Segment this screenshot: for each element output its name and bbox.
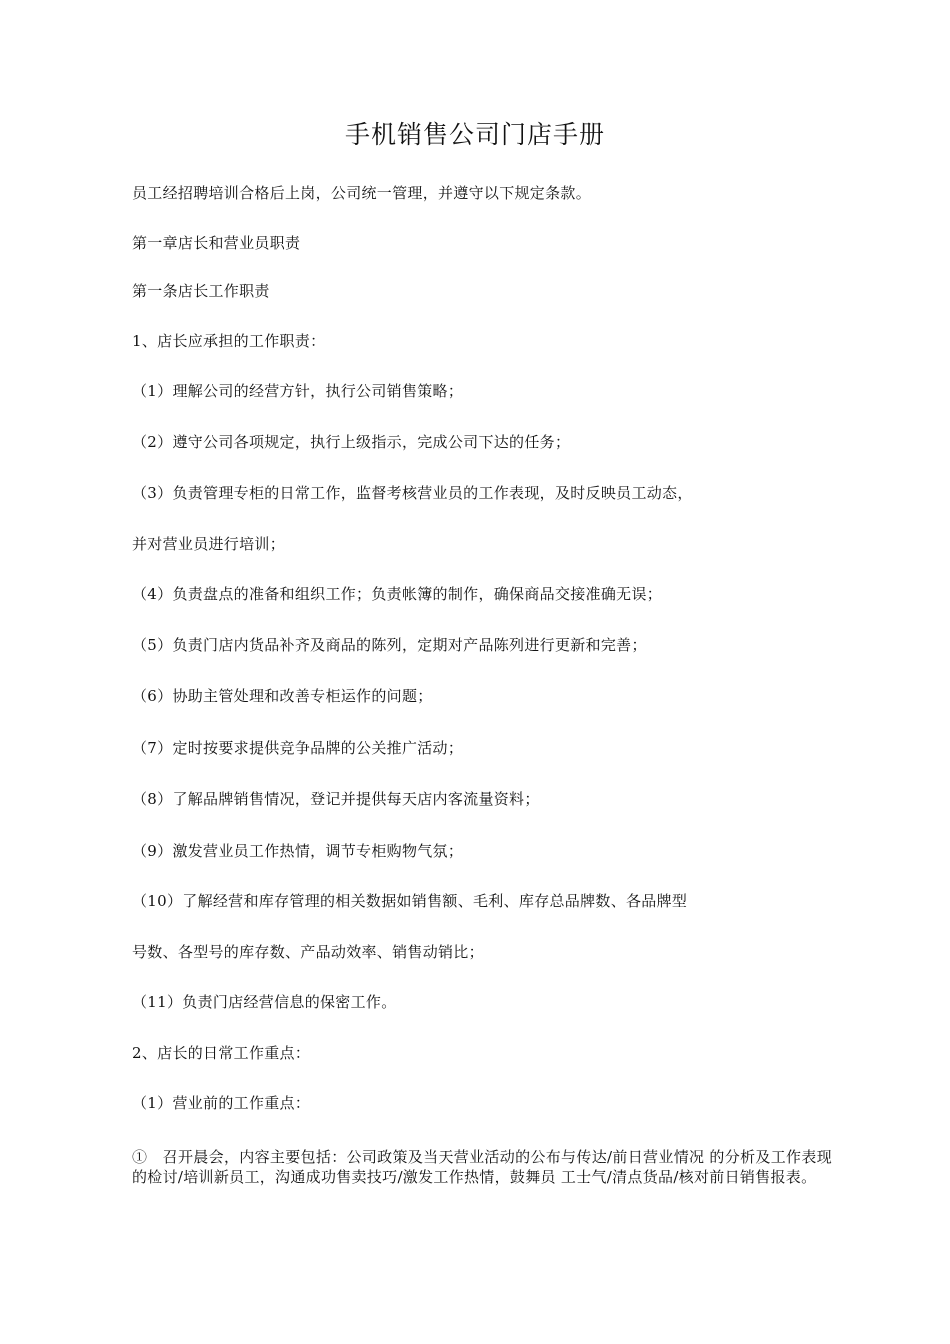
article-heading: 第一条店长工作职责 bbox=[132, 282, 270, 300]
duty-item: （1）理解公司的经营方针，执行公司销售策略； bbox=[132, 382, 464, 400]
duty-item: （8）了解品牌销售情况，登记并提供每天店内客流量资料； bbox=[132, 790, 540, 808]
section-heading: 2、店长的日常工作重点： bbox=[132, 1044, 311, 1062]
subsection-heading: （1）营业前的工作重点： bbox=[132, 1094, 311, 1112]
section-heading: 1、店长应承担的工作职责： bbox=[132, 332, 326, 350]
duty-item: （2）遵守公司各项规定，执行上级指示，完成公司下达的任务； bbox=[132, 433, 571, 451]
duty-item: （10）了解经营和库存管理的相关数据如销售额、毛利、库存总品牌数、各品牌型 bbox=[132, 892, 688, 910]
duty-item-continued: 并对营业员进行培训； bbox=[132, 535, 286, 553]
duty-item: （9）激发营业员工作热情，调节专柜购物气氛； bbox=[132, 842, 464, 860]
duty-item: （5）负责门店内货品补齐及商品的陈列，定期对产品陈列进行更新和完善； bbox=[132, 636, 647, 654]
numbered-paragraph: ① 召开晨会，内容主要包括：公司政策及当天营业活动的公布与传达/前日营业情况 的分析及工作表现的检讨/培训新员工，沟通成功售卖技巧/激发工作热情，鼓舞员 工士气/清点货品/核对前日销售报表。 bbox=[132, 1148, 832, 1186]
chapter-heading: 第一章店长和营业员职责 bbox=[132, 234, 301, 252]
document-title: 手机销售公司门店手册 bbox=[344, 120, 605, 149]
duty-item: （3）负责管理专柜的日常工作，监督考核营业员的工作表现，及时反映员工动态， bbox=[132, 484, 693, 502]
intro-text: 员工经招聘培训合格后上岗，公司统一管理，并遵守以下规定条款。 bbox=[132, 184, 592, 202]
duty-item: （6）协助主管处理和改善专柜运作的问题； bbox=[132, 687, 433, 705]
duty-item-continued: 号数、各型号的库存数、产品动效率、销售动销比； bbox=[132, 943, 484, 961]
duty-item: （7）定时按要求提供竞争品牌的公关推广活动； bbox=[132, 739, 464, 757]
duty-item: （11）负责门店经营信息的保密工作。 bbox=[132, 993, 397, 1011]
duty-item: （4）负责盘点的准备和组织工作；负责帐簿的制作，确保商品交接准确无误； bbox=[132, 585, 663, 603]
